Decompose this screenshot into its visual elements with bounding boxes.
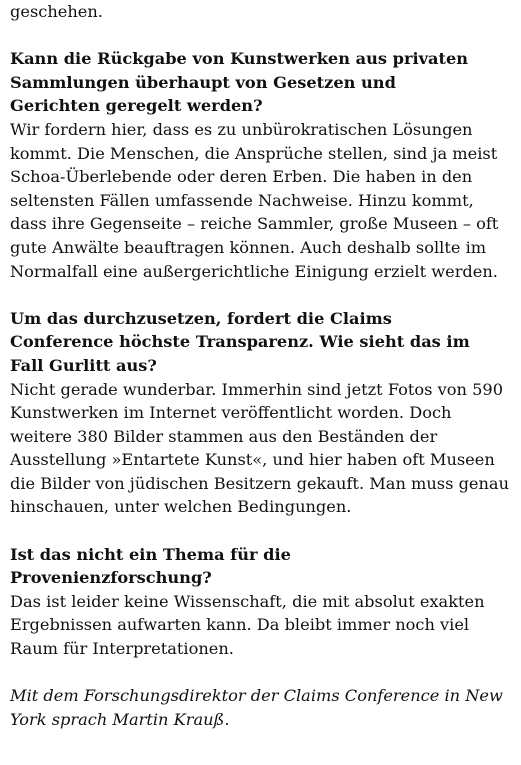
answer-2-line-1: Nicht gerade wunderbar. Immerhin sind jetzt Fotos von 590 [10, 379, 503, 399]
answer-1-line-1: Wir fordern hier, dass es zu unbürokratischen Lösungen [10, 119, 473, 139]
answer-1-line-4: seltensten Fällen umfassende Nachweise. Hinzu kommt, [10, 190, 474, 210]
question-3-line-2: Provenienzforschung? [10, 568, 212, 588]
answer-3-line-1: Das ist leider keine Wissenschaft, die mit absolut exakten [10, 591, 485, 611]
question-1-line-2: Sammlungen überhaupt von Gesetzen und [10, 72, 396, 92]
qa-block-3 [10, 543, 515, 661]
article-body [10, 0, 515, 731]
credit-line-1: Mit dem Forschungsdirektor der Claims Conference in New [10, 686, 503, 706]
qa-block-2 [10, 307, 515, 519]
question-1-line-1: Kann die Rückgabe von Kunstwerken aus privaten [10, 49, 469, 69]
question-2-line-3: Fall Gurlitt aus? [10, 355, 157, 375]
answer-3-line-2: Ergebnissen aufwarten kann. Da bleibt immer noch viel [10, 615, 470, 635]
credit-line-2: York sprach Martin Krauß. [10, 709, 230, 729]
answer-1-line-5: dass ihre Gegenseite – reiche Sammler, große Museen – oft [10, 214, 499, 234]
answer-2-line-2: Kunstwerken im Internet veröffentlicht worden. Doch [10, 403, 452, 423]
answer-1-line-3: Schoa-Überlebende oder deren Erben. Die haben in den [10, 167, 473, 187]
answer-2-line-6: hinschauen, unter welchen Bedingungen. [10, 497, 352, 517]
question-3-line-1: Ist das nicht ein Thema für die [10, 544, 291, 564]
question-2-line-1: Um das durchzusetzen, fordert die Claims [10, 308, 392, 328]
answer-2-line-4: Ausstellung »Entartete Kunst«, und hier haben oft Museen [10, 450, 495, 470]
lead-text-line: geschehen. [10, 2, 103, 21]
answer-1-line-7: Normalfall eine außergerichtliche Einigung erzielt werden. [10, 261, 498, 281]
question-1-line-3: Gerichten geregelt werden? [10, 96, 263, 116]
answer-1-line-6: gute Anwälte beauftragen können. Auch deshalb sollte im [10, 237, 487, 257]
interview-credit [10, 684, 515, 731]
qa-block-1 [10, 47, 515, 283]
answer-3-line-3: Raum für Interpretationen. [10, 639, 234, 659]
answer-2-line-3: weitere 380 Bilder stammen aus den Beständen der [10, 426, 438, 446]
answer-1-line-2: kommt. Die Menschen, die Ansprüche stellen, sind ja meist [10, 143, 498, 163]
question-2-line-2: Conference höchste Transparenz. Wie sieht das im [10, 332, 470, 352]
answer-2-line-5: die Bilder von jüdischen Besitzern gekauft. Man muss genau [10, 473, 510, 493]
